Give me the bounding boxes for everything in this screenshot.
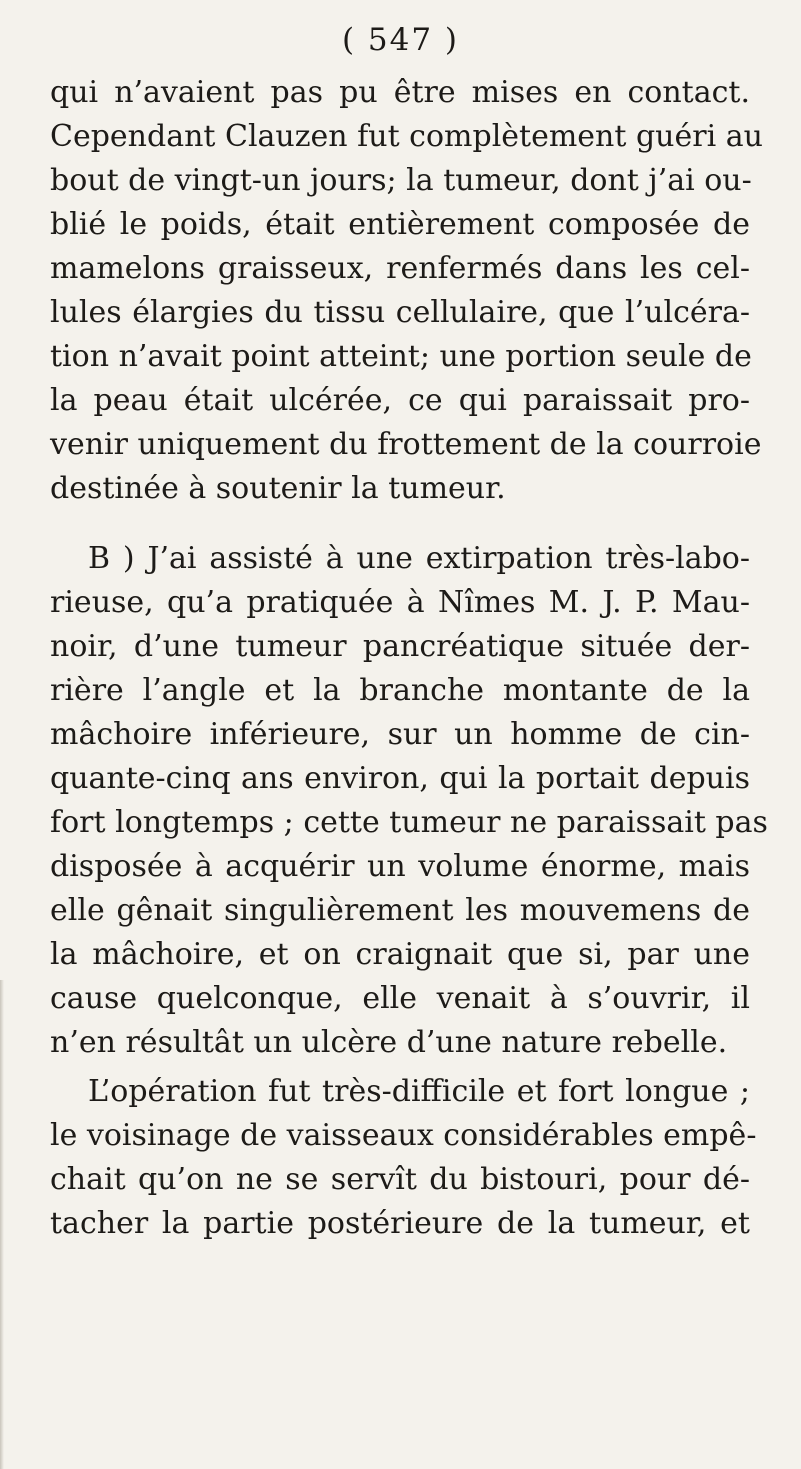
text-line-10: destinée à soutenir la tumeur. [50, 471, 506, 506]
text-line-19: elle gênait singulièrement les mouvemens de [50, 893, 750, 928]
text-line-15: mâchoire inférieure, sur un homme de cin- [50, 717, 750, 752]
text-line-2: Cependant Clauzen fut complètement guéri au [50, 119, 763, 154]
text-line-25: chait qu’on ne se servît du bistouri, pour dé- [50, 1162, 750, 1197]
text-line-22: n’en résultât un ulcère d’une nature rebelle. [50, 1025, 728, 1060]
text-line-6: lules élargies du tissu cellulaire, que l’ulcéra- [50, 295, 750, 330]
text-line-26: tacher la partie postérieure de la tumeur, et [50, 1206, 750, 1241]
text-line-13: noir, d’une tumeur pancréatique située der- [50, 629, 750, 664]
text-line-24: le voisinage de vaisseaux considérables empê- [50, 1118, 757, 1153]
text-line-18: disposée à acquérir un volume énorme, mais [50, 849, 750, 884]
text-line-8: la peau était ulcérée, ce qui paraissait pro- [50, 383, 750, 418]
page-edge-shadow [0, 980, 4, 1469]
text-line-12: rieuse, qu’a pratiquée à Nîmes M. J. P. Mau- [50, 585, 750, 620]
text-line-14: rière l’angle et la branche montante de la [50, 673, 750, 708]
text-line-9: venir uniquement du frottement de la courroie [50, 427, 762, 462]
text-line-1: qui n’avaient pas pu être mises en contact. [50, 75, 750, 110]
text-line-3: bout de vingt-un jours; la tumeur, dont j’ai ou- [50, 163, 752, 198]
text-line-4: blié le poids, était entièrement composée de [50, 207, 750, 242]
text-line-17: fort longtemps ; cette tumeur ne paraissait pas [50, 805, 768, 840]
text-line-23: L’opération fut très-difficile et fort longue ; [88, 1074, 750, 1109]
text-line-20: la mâchoire, et on craignait que si, par une [50, 937, 750, 972]
page-number: ( 547 ) [341, 22, 460, 58]
text-line-21: cause quelconque, elle venait à s’ouvrir, il [50, 981, 750, 1016]
text-line-7: tion n’avait point atteint; une portion seule de [50, 339, 752, 374]
text-line-11: B ) J’ai assisté à une extirpation très-labo- [88, 541, 750, 576]
text-line-16: quante-cinq ans environ, qui la portait depuis [50, 761, 750, 796]
text-line-5: mamelons graisseux, renfermés dans les cel- [50, 251, 750, 286]
